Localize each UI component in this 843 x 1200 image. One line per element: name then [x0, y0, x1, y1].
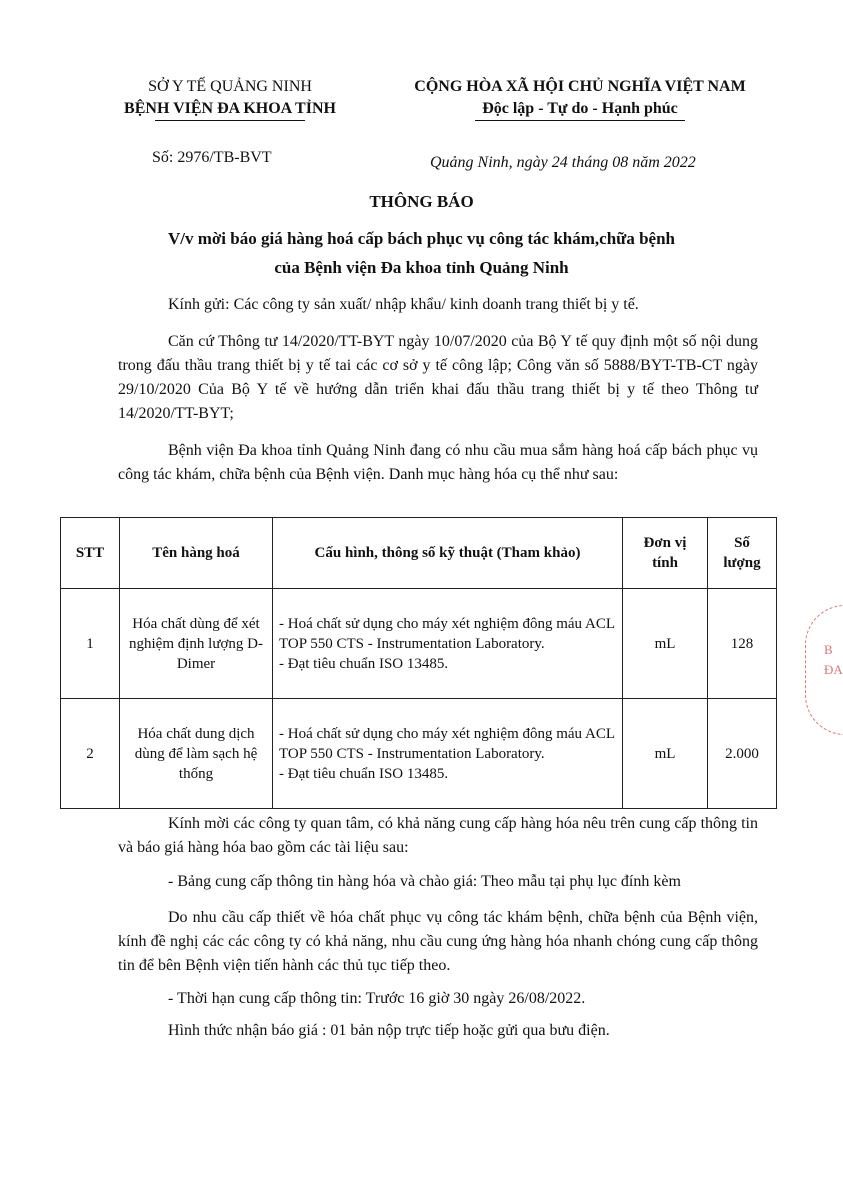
row-spec-standard: - Đạt tiêu chuẩn ISO 13485. — [279, 655, 449, 672]
document-number: Số: 2976/TB-BVT — [152, 149, 272, 166]
row-quantity: 128 — [708, 589, 777, 699]
submission-method: Hình thức nhận báo giá : 01 bản nộp trực tiếp hoặc gửi qua bưu điện. — [168, 1022, 610, 1039]
table-row — [61, 699, 777, 809]
row-spec — [273, 589, 623, 699]
issuing-agency-block — [80, 76, 380, 121]
invitation-paragraph: Kính mời các công ty quan tâm, có khả năng cung cấp hàng hóa nêu trên cung cấp thông tin và báo giá hàng hóa bao gồm các tài liệu sau: — [118, 815, 758, 856]
subject-line-1: V/v mời báo giá hàng hoá cấp bách phục vụ công tác khám,chữa bệnh — [167, 229, 676, 248]
purchase-need-paragraph: Bệnh viện Đa khoa tỉnh Quảng Ninh đang có nhu cầu mua sắm hàng hoá cấp bách phục vụ công tác khám, chữa bệnh của Bệnh viện. Danh mục hàng hóa cụ thể như sau: — [118, 442, 758, 483]
col-header-qty: Số lượng — [708, 518, 777, 589]
document-title: THÔNG BÁO — [369, 192, 474, 211]
hospital-underline — [155, 120, 305, 121]
stamp-fragment-2: ĐA — [824, 662, 843, 677]
goods-table — [60, 517, 777, 809]
row-stt: 2 — [61, 699, 120, 809]
national-header-block — [380, 76, 780, 121]
row-spec-machine: - Hoá chất sử dụng cho máy xét nghiệm đông máu ACL TOP 550 CTS - Instrumentation Laboratory. — [279, 615, 615, 652]
legal-basis-paragraph: Căn cứ Thông tư 14/2020/TT-BYT ngày 10/07/2020 của Bộ Y tế quy định một số nội dung trong đấu thầu trang thiết bị y tế tai các cơ sở y tế công lập; Công văn số 5888/BYT-TB-CT ngày 29/10/2020 Của Bộ Y tế về hướng dẫn triển khai đấu thầu trang thiết bị y tế theo Thông tư 14/2020/TT-BYT; — [118, 333, 758, 422]
row-unit: mL — [623, 699, 708, 809]
urgency-paragraph: Do nhu cầu cấp thiết về hóa chất phục vụ công tác khám bệnh, chữa bệnh của Bệnh viện, kính đề nghị các các công ty có khả năng, nhu cầu cung ứng hàng hóa nhanh chóng cung cấp thông tin để bên Bệnh viện tiến hành các thủ tục tiếp theo. — [118, 909, 758, 974]
motto-underline — [475, 120, 685, 121]
col-header-spec: Cấu hình, thông số kỹ thuật (Tham khảo) — [273, 518, 623, 589]
national-motto: Độc lập - Tự do - Hạnh phúc — [482, 100, 678, 117]
col-header-name: Tên hàng hoá — [120, 518, 273, 589]
deadline-item: - Thời hạn cung cấp thông tin: Trước 16 giờ 30 ngày 26/08/2022. — [168, 990, 586, 1007]
required-documents-item: - Bảng cung cấp thông tin hàng hóa và chào giá: Theo mẫu tại phụ lục đính kèm — [168, 873, 681, 890]
document-date: Quảng Ninh, ngày 24 tháng 08 năm 2022 — [430, 154, 696, 171]
table-header-row — [61, 518, 777, 589]
stamp-fragment-1: B — [824, 642, 833, 657]
row-spec-standard: - Đạt tiêu chuẩn ISO 13485. — [279, 765, 449, 782]
row-stt: 1 — [61, 589, 120, 699]
row-spec-machine: - Hoá chất sử dụng cho máy xét nghiệm đông máu ACL TOP 550 CTS - Instrumentation Laboratory. — [279, 725, 615, 762]
col-header-unit: Đơn vị tính — [623, 518, 708, 589]
red-seal-stamp-partial — [805, 605, 843, 735]
country-name: CỘNG HÒA XÃ HỘI CHỦ NGHĨA VIỆT NAM — [414, 78, 746, 95]
agency-name: SỞ Y TẾ QUẢNG NINH — [148, 78, 312, 95]
table-row — [61, 589, 777, 699]
row-item-name: Hóa chất dùng để xét nghiệm định lượng D-Dimer — [120, 589, 273, 699]
row-spec — [273, 699, 623, 809]
row-item-name: Hóa chất dung dịch dùng để làm sạch hệ thống — [120, 699, 273, 809]
hospital-name: BỆNH VIỆN ĐA KHOA TỈNH — [124, 100, 336, 117]
subject-line-2: của Bệnh viện Đa khoa tỉnh Quảng Ninh — [274, 258, 569, 277]
row-unit: mL — [623, 589, 708, 699]
col-header-stt: STT — [61, 518, 120, 589]
greeting: Kính gửi: Các công ty sản xuất/ nhập khẩu/ kinh doanh trang thiết bị y tế. — [168, 296, 639, 313]
row-quantity: 2.000 — [708, 699, 777, 809]
